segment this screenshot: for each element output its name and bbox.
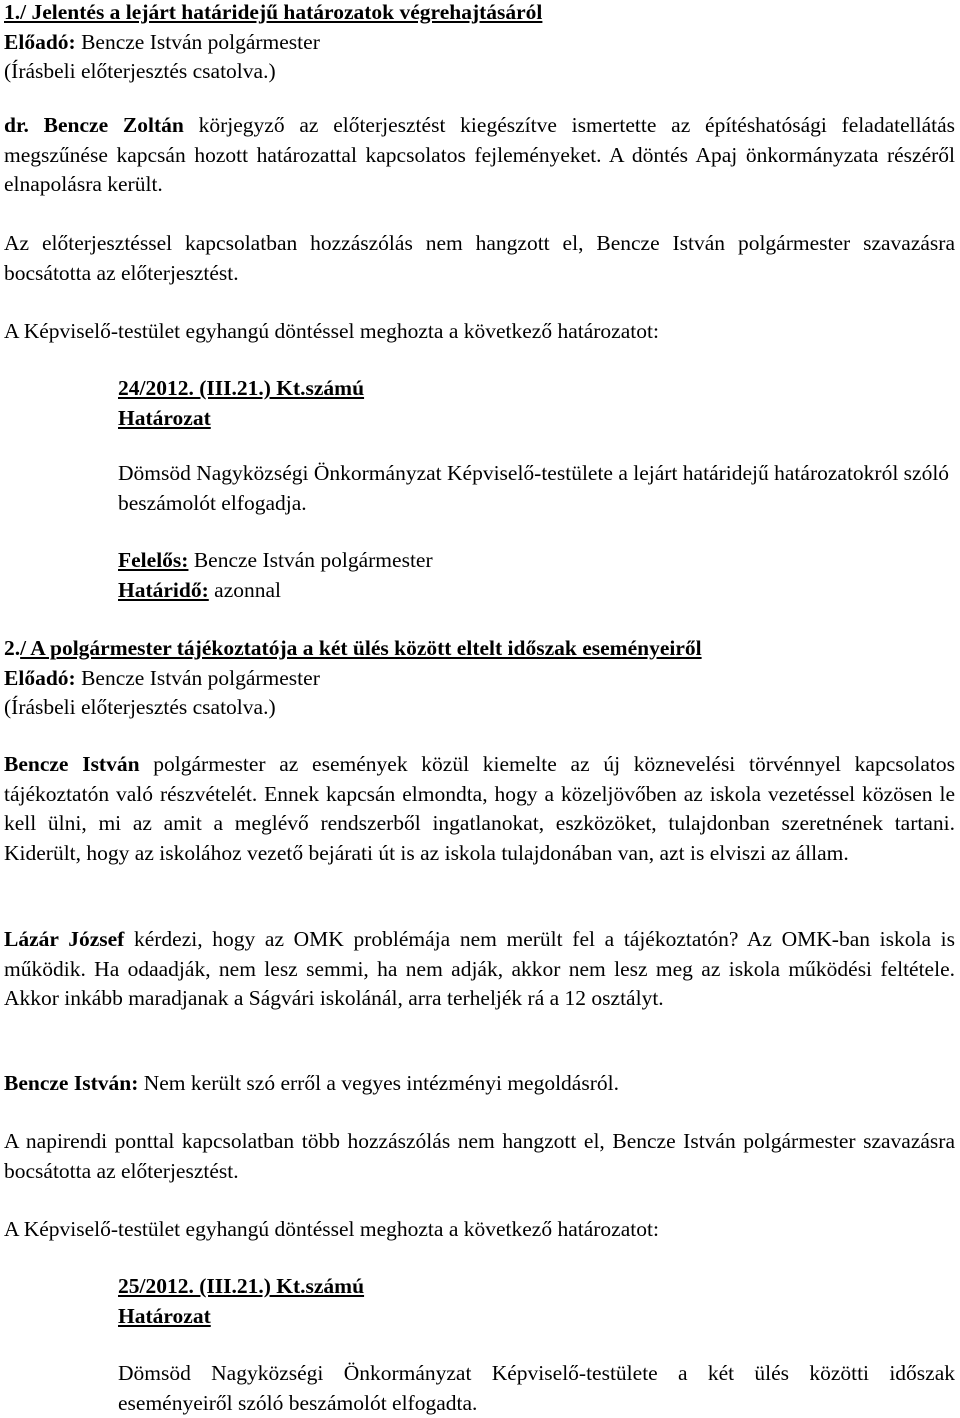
item1-header (4, 0, 955, 87)
item2-presenter: Bencze István polgármester (81, 665, 320, 690)
item2-resolution-number: 25/2012. (III.21.) Kt.számú (118, 1274, 365, 1298)
item2-resolution-title: Határozat (118, 1303, 211, 1328)
item1-p1-text: körjegyző az előterjesztést kiegészítve ismertette az építéshatósági feladatellátás megszűnése kapcsán hozott határozattal kapcsolatos fejleményeket. A döntés Apaj önkormányzata részéről elnapolásra került. (4, 113, 955, 196)
item2-heading: / A polgármester tájékoztatója a két ülés között eltelt időszak eseményeiről (20, 636, 702, 660)
item2-header (4, 634, 955, 723)
item1-resolution-number: 24/2012. (III.21.) Kt.számú (118, 376, 365, 400)
item1-heading: 1./ Jelentés a lejárt határidejű határozatok végrehajtásáról (4, 0, 543, 24)
item1-deadline: azonnal (214, 577, 282, 602)
item1-presenter-label: Előadó: (4, 29, 76, 54)
item2-number: 2. (4, 636, 21, 660)
item1-resolution-text: Dömsöd Nagyközségi Önkormányzat Képviselő-testülete a lejárt határidejű határozatokról szóló beszámolót elfogadja. (118, 461, 950, 515)
item2-paragraph-3 (4, 1069, 955, 1099)
item2-resolution-header (118, 1272, 955, 1331)
item2-p1-speaker: Bencze István (4, 752, 140, 776)
item1-presenter: Bencze István polgármester (81, 29, 320, 54)
item1-attachment-note: (Írásbeli előterjesztés csatolva.) (4, 59, 276, 83)
item1-responsible-label: Felelős: (118, 548, 189, 572)
item2-p3-text: Nem került szó erről a vegyes intézményi megoldásról. (143, 1071, 619, 1095)
item1-responsible: Bencze István polgármester (193, 548, 433, 572)
item1-resolution-title: Határozat (118, 405, 211, 430)
item2-attachment-note: (Írásbeli előterjesztés csatolva.) (4, 695, 276, 719)
item2-paragraph-2 (4, 925, 955, 1014)
item2-p3-speaker: Bencze István: (4, 1071, 139, 1095)
item1-paragraph-1 (4, 111, 955, 200)
item1-resolution-header (118, 374, 955, 433)
item2-p2-speaker: Lázár József (4, 927, 125, 951)
item2-paragraph-5: A Képviselő-testület egyhangú döntéssel meghozta a következő határozatot: (4, 1217, 659, 1241)
item2-resolution-text: Dömsöd Nagyközségi Önkormányzat Képviselő-testülete a két ülés közötti időszak eseményeiről szóló beszámolót elfogadta. (118, 1361, 955, 1415)
item1-paragraph-2: Az előterjesztéssel kapcsolatban hozzászólás nem hangzott el, Bencze István polgármester szavazásra bocsátotta az előterjesztést. (4, 231, 955, 285)
item2-p1-text: polgármester az események közül kiemelte az új köznevelési törvénnyel kapcsolatos tájékoztatón való részvételét. Ennek kapcsán elmondta, hogy a közeljövőben az iskola vezetéssel közösen le kell ülni, mi az amit a meglévő rendszerből ingatlanokat, eszközöket, tulajdonban szeretnének tartani. Kiderült, hogy az iskolához vezető bejárati út is az iskola tulajdonában van, azt is elviszi az állam. (4, 752, 955, 865)
item1-deadline-label: Határidő: (118, 577, 209, 602)
item2-p2-text: kérdezi, hogy az OMK problémája nem merült fel a tájékoztatón? Az OMK-ban iskola is működik. Ha odaadják, nem lesz semmi, ha nem adják, akkor nem lesz meg az iskola működési feltétele. Akkor inkább maradjanak a Ságvári iskolánál, arra terheljék rá a 12 osztályt. (4, 927, 955, 1010)
item2-paragraph-4: A napirendi ponttal kapcsolatban több hozzászólás nem hangzott el, Bencze István polgármester szavazásra bocsátotta az előterjesztést. (4, 1129, 955, 1183)
item2-paragraph-1 (4, 750, 955, 868)
item1-paragraph-3: A Képviselő-testület egyhangú döntéssel meghozta a következő határozatot: (4, 319, 659, 343)
item2-presenter-label: Előadó: (4, 665, 76, 690)
item1-resolution-footer (118, 546, 955, 605)
item1-p1-speaker: dr. Bencze Zoltán (4, 113, 184, 137)
